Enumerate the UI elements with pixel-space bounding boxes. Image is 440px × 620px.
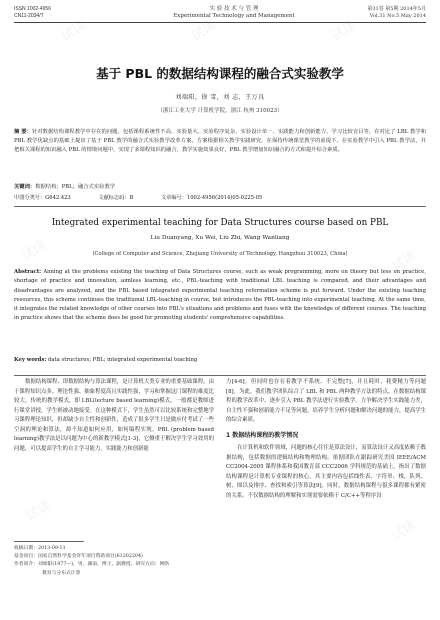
footnote-funding: 基金项目：国家自然科学基金青年项目资助项目(61202204)	[14, 554, 143, 560]
clc-number: 中图分类号：G642.423	[14, 195, 71, 201]
watermark: 试读	[329, 17, 360, 45]
journal-name	[154, 6, 314, 20]
affiliation-en: (College of Computer and Science, Zhejiang University of Technology, Hangzhou 310023, China)	[92, 251, 348, 257]
footnote-rule	[14, 541, 84, 542]
affiliation-cn: （浙江工业大学 计算机学院，浙江 杭州 310023）	[157, 108, 283, 114]
abstract-cn	[14, 128, 426, 156]
watermark: 试读	[19, 237, 50, 265]
document-code: 文献标志码：B	[98, 195, 134, 201]
watermark: 试读	[189, 17, 220, 45]
divider	[14, 375, 426, 376]
watermark: 试读	[389, 517, 420, 545]
body-paragraph: 力[4-6]。但同时也存在着教学不系统、不完整[7]，并且耗时、耗费精力等问题[8]。为此，我们教学团队综合了 LBL 和 PBL 两种教学方法的特点，在数据结构课程的教学改革中，逐步引入 PBL 教学法进行实验教学，力争解决学生实践能力差，自主性不强和创新能力不足等问题，培养学生分析问题和解决问题的能力，提高学生的综合素质。	[226, 379, 426, 423]
issue-line-cn: 第31卷 第5期 2014年5月	[367, 6, 426, 12]
body-column-left	[14, 378, 214, 538]
watermark: 试读	[59, 17, 90, 45]
body-column-right	[226, 378, 426, 620]
cn-line: CN11-2034/T	[14, 13, 44, 19]
footnotes	[14, 545, 214, 578]
footnote-author: 作者简介：刘端阳(1977—)，男，湖南，博士，副教授，研究方向：网络	[14, 562, 170, 568]
keywords-en-text: data structures; PBL; integrated experimental teaching	[48, 357, 198, 363]
footnote-received: 收稿日期：2013-09-11	[14, 546, 66, 551]
abstract-cn-text: 针对数据结构课程教学中存在的问题，包括课程系统性不高、实验量大、实验程序复杂、实验设计单一、实践能力和创新能力、学习比较盲目等，在对比了 LBL 教学和 PBL 教学优缺点的基础上提出了基于 PBL 教学的融合式实验教学改革方案。方案根据相关教学实践研究，在保持传统课堂教学的前提下，在实验教学中引入 PBL 教学法，并把相关课程的知识融入 PBL 的情境问题中，实现了多课程知识的融合，教学实施效果良好，PBL 教学增加知识融合的方式和提升综合素质。	[14, 129, 426, 154]
footnote-author-cont: 教育与分布式计算	[42, 570, 81, 576]
issue-line-en: Vol.31 No.5 May 2014	[369, 13, 426, 19]
classification-row	[14, 194, 426, 201]
watermark: 试读	[24, 497, 55, 525]
abstract-en	[14, 268, 426, 324]
keywords-en-label: Key words:	[14, 357, 47, 363]
paper-title-cn: 基于 PBL 的数据结构课程的融合式实验教学	[96, 66, 344, 81]
section-heading: 1 数据结构课程的教学情况	[226, 431, 299, 439]
authors-en: Liu Duanyang, Xu Wei, Liu Zhi, Wang Wanliang	[150, 235, 290, 241]
authors-cn: 刘端阳，徐 雪，刘 志，王万良	[175, 94, 265, 101]
abstract-cn-label: 摘 要：	[14, 129, 32, 135]
keywords-cn	[14, 183, 426, 192]
paper-title-en: Integrated experimental teaching for Data Structures course based on PBL	[51, 218, 389, 228]
divider	[14, 206, 426, 207]
abstract-en-label: Abstract:	[14, 269, 42, 275]
running-header	[14, 4, 426, 38]
body-paragraph: 在计算机和软件领域，问题的核心往往是算法设计，而算法设计又高度依赖于数据结构，包括数据的逻辑结构和物理结构。依据团队在跟踪研究美国 IEEE/ACM CC2004-2005 课程体系和我国教育部 CCC2006 学科规范的基础上，指出了数据结构课程是计算机专业课程的核心，其主要内容包括线性表、字符串、栈、队列、树、图以及排序、查找和索引等算法[9]。同时，数据结构课程与很多课程都有紧密的关系，不仅数据结构的理解和实现需要依赖于 C/C++等程序设	[226, 445, 426, 499]
article-number: 文章编号：1002-4956(2014)05-0225-05	[160, 195, 263, 201]
abstract-en-text: Aiming at the problems existing the teaching of Data Structures course, such as weak programming, more on theory but less on practice, shortage of practice and innovation, aimless learning, etc., PBL-teaching with traditional LBL teaching is compared, and their advantages and disadvantages are analyzed, and the PBL based integrated experimental teaching reformation scheme is put forward. Under the existing teaching resources, this scheme continues the traditional LBL-teaching in course, but introduces the PBL-teaching into experimental teaching. At the same time, it integrates the related knowledge of other courses into PBL's situations and problems and fuses with the knowledge of different courses. The teaching in practice shows that the scheme does be good for promoting students' comprehensive capabilities.	[14, 269, 426, 322]
journal-name-cn: 实 验 技 术 与 管 理	[209, 6, 259, 12]
keywords-en	[14, 356, 426, 365]
issn-line: ISSN 1002-4956	[14, 6, 51, 12]
body-paragraph: 数据结构课程、即数据结构与算法课程，是计算机大类专业的重要基础课程。由于课程知识点多、理论性强、抽象程度高且实践性强，学习和掌握这门课程的难度比较大。传统的教学模式，即 LBL(lecture based learning)模式，一般都是教师进行课堂讲授，学生则被动地接受。在这种模式下，学生虽然可以比较系统和完整地学习课程理论知识，但却缺少自主性和创新性，造成了很多学生只是做应付考试了一些空洞的理论和算法，却不知道如何应用，如何编程实现。PBL (problem based learning)教学法是以问题为中心的新教学模式[1-3]，它侧重于解决学生学习效用的问题，可以提高学生的自主学习能力、实践能力和创新能	[14, 379, 214, 452]
watermark: 试读	[389, 247, 420, 275]
issue-info	[367, 6, 426, 20]
keywords-cn-label: 关键词：	[14, 184, 36, 190]
journal-name-en: Experimental Technology and Management	[173, 13, 295, 19]
header-rule	[14, 22, 426, 23]
issn-block	[14, 6, 51, 20]
keywords-cn-text: 数据结构；PBL；融合式实验教学	[35, 184, 116, 190]
